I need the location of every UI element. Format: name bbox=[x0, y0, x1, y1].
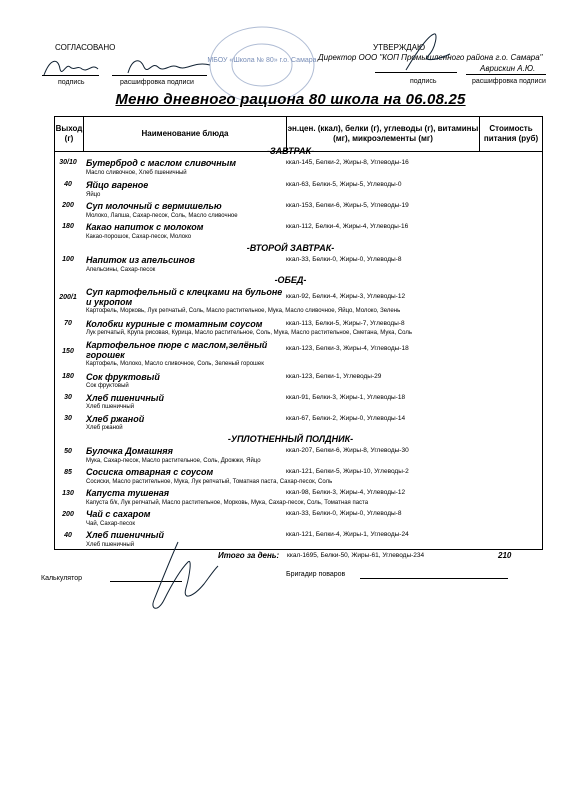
dish-nutrition: ккал-123, Белки-3, Жиры-4, Углеводы-18 bbox=[286, 345, 409, 352]
dish-ingredients: Яйцо bbox=[86, 192, 101, 198]
dish-name: Хлеб ржаной bbox=[86, 414, 145, 424]
director-position: Директор ООО "КОП Промышленного района г.о. Самара" bbox=[318, 53, 543, 62]
dish-name: Бутерброд с маслом сливочным bbox=[86, 158, 236, 168]
row-output: 30 bbox=[64, 394, 72, 401]
dish-nutrition: ккал-123, Белки-1, Углеводы-29 bbox=[286, 373, 382, 380]
left-signature bbox=[40, 55, 220, 83]
stamp-text: МБОУ «Школа № 80» г.о. Самара bbox=[207, 57, 317, 64]
dish-nutrition: ккал-121, Белки-5, Жиры-10, Углеводы-2 bbox=[286, 468, 409, 475]
dish-name: Суп молочный с вермишелью bbox=[86, 201, 222, 211]
dish-ingredients: Какао-порошок, Сахар-песок, Молоко bbox=[86, 234, 192, 240]
dish-nutrition: ккал-207, Белки-6, Жиры-8, Углеводы-30 bbox=[286, 447, 409, 454]
brigadier-label: Бригадир поваров bbox=[286, 571, 346, 578]
dish-name: Хлеб пшеничный bbox=[86, 530, 164, 540]
brigadier-sign-line bbox=[360, 578, 508, 579]
total-nutrition: ккал-1695, Белки-50, Жиры-61, Углеводы-234 bbox=[287, 552, 425, 559]
dish-ingredients: Хлеб пшеничный bbox=[86, 542, 135, 548]
row-output: 200 bbox=[62, 202, 74, 209]
director-signature bbox=[398, 30, 458, 74]
dish-ingredients: Капуста б/к, Лук репчатый, Масло растительное, Морковь, Мука, Сахар-песок, Соль, Томатная паста bbox=[86, 500, 369, 506]
dish-nutrition: ккал-67, Белки-2, Жиры-0, Углеводы-14 bbox=[286, 415, 406, 422]
confirm-label: УТВЕРЖДАЮ bbox=[373, 43, 426, 52]
row-output: 70 bbox=[64, 320, 72, 327]
dish-nutrition: ккал-121, Белки-4, Жиры-1, Углеводы-24 bbox=[286, 531, 409, 538]
dish-name: Чай с сахаром bbox=[86, 509, 151, 519]
dish-name: Какао напиток с молоком bbox=[86, 222, 204, 232]
total-cost: 210 bbox=[498, 551, 512, 560]
dish-nutrition: ккал-145, Белки-2, Жиры-8, Углеводы-16 bbox=[286, 159, 409, 166]
dish-nutrition: ккал-112, Белки-4, Жиры-4, Углеводы-16 bbox=[286, 223, 409, 230]
dish-nutrition: ккал-33, Белки-0, Жиры-0, Углеводы-8 bbox=[286, 510, 402, 517]
dish-nutrition: ккал-98, Белки-3, Жиры-4, Углеводы-12 bbox=[286, 489, 406, 496]
director-name: Аврискин А.Ю. bbox=[480, 64, 536, 73]
dish-name: Суп картофельный с клецками на бульоне и укропом bbox=[86, 287, 283, 307]
section-title-afternoon-snack: -УПЛОТНЕННЫЙ ПОЛДНИК- bbox=[227, 434, 354, 444]
dish-name: Булочка Домашняя bbox=[86, 446, 173, 456]
dish-nutrition: ккал-33, Белки-0, Жиры-0, Углеводы-8 bbox=[286, 256, 402, 263]
dish-name: Яйцо вареное bbox=[86, 180, 149, 190]
section-title-second-breakfast: -ВТОРОЙ ЗАВТРАК- bbox=[246, 243, 335, 253]
row-output: 100 bbox=[62, 256, 74, 263]
dish-ingredients: Хлеб ржаной bbox=[86, 425, 123, 431]
dish-name: Колобки куриные с томатным соусом bbox=[86, 319, 263, 329]
row-output: 200 bbox=[62, 511, 74, 518]
dish-ingredients: Чай, Сахар-песок bbox=[86, 521, 135, 527]
dish-name: Напиток из апельсинов bbox=[86, 255, 195, 265]
left-sub-decoding: расшифровка подписи bbox=[120, 79, 194, 86]
row-output: 40 bbox=[64, 532, 72, 539]
right-sub-signature: подпись bbox=[410, 78, 437, 85]
dish-ingredients: Масло сливочное, Хлеб пшеничный bbox=[86, 170, 187, 176]
row-output: 150 bbox=[62, 348, 74, 355]
row-output: 180 bbox=[62, 373, 74, 380]
dish-ingredients: Лук репчатый, Крупа рисовая, Курица, Масло растительное, Соль, Мука, Масло растительное, Сметана, Мука, Соль bbox=[86, 330, 412, 336]
dish-name: Сок фруктовый bbox=[86, 372, 160, 382]
calculator-signature bbox=[140, 540, 220, 616]
dish-nutrition: ккал-91, Белки-3, Жиры-1, Углеводы-18 bbox=[286, 394, 406, 401]
dish-ingredients: Хлеб пшеничный bbox=[86, 404, 135, 410]
dish-ingredients: Сосиски, Масло растительное, Мука, Лук репчатый, Томатная паста, Сахар-песок, Соль bbox=[86, 479, 333, 485]
row-output: 200/1 bbox=[59, 294, 77, 301]
dish-ingredients: Сок фруктовый bbox=[86, 383, 129, 389]
row-output: 40 bbox=[64, 181, 72, 188]
left-sub-signature: подпись bbox=[58, 79, 85, 86]
section-title-lunch: -ОБЕД- bbox=[274, 275, 307, 285]
approved-label: СОГЛАСОВАНО bbox=[55, 43, 116, 52]
header-nutrition: эн.цен. (ккал), белки (г), углеводы (г), витамины (мг), микроэлементы (мг) bbox=[286, 116, 480, 152]
header-output: Выход (г) bbox=[54, 116, 84, 152]
row-output: 50 bbox=[64, 448, 72, 455]
right-sub-decoding: расшифровка подписи bbox=[472, 78, 546, 85]
dish-nutrition: ккал-113, Белки-5, Жиры-7, Углеводы-8 bbox=[286, 320, 405, 327]
dish-name: Сосиска отварная с соусом bbox=[86, 467, 214, 477]
dish-ingredients: Апельсины, Сахар-песок bbox=[86, 267, 156, 273]
row-output: 85 bbox=[64, 469, 72, 476]
dish-ingredients: Картофель, Молоко, Масло сливочное, Соль, Зеленый горошек bbox=[86, 361, 264, 367]
dish-ingredients: Картофель, Морковь, Лук репчатый, Соль, Масло растительное, Мука, Масло сливочное, Яйцо, Молоко, Зелень bbox=[86, 308, 401, 314]
right-name-line bbox=[466, 74, 546, 75]
dish-name: Капуста тушеная bbox=[86, 488, 170, 498]
dish-ingredients: Мука, Сахар-песок, Масло растительное, Соль, Дрожжи, Яйцо bbox=[86, 458, 261, 464]
calculator-label: Калькулятор bbox=[41, 575, 82, 582]
page-title: Меню дневного рациона 80 школа на 06.08.25 bbox=[115, 91, 466, 108]
dish-name: Картофельное пюре с маслом,зелёный горошек bbox=[86, 340, 268, 360]
total-label: Итого за день: bbox=[218, 551, 280, 560]
dish-nutrition: ккал-153, Белки-6, Жиры-5, Углеводы-19 bbox=[286, 202, 409, 209]
section-title-breakfast: -ЗАВТРАК- bbox=[266, 146, 315, 156]
dish-nutrition: ккал-63, Белки-5, Жиры-5, Углеводы-0 bbox=[286, 181, 402, 188]
header-name: Наименование блюда bbox=[83, 116, 287, 152]
row-output: 30/10 bbox=[59, 159, 77, 166]
dish-nutrition: ккал-92, Белки-4, Жиры-3, Углеводы-12 bbox=[286, 293, 406, 300]
row-output: 130 bbox=[62, 490, 74, 497]
dish-ingredients: Молоко, Лапша, Сахар-песок, Соль, Масло сливочное bbox=[86, 213, 238, 219]
dish-name: Хлеб пшеничный bbox=[86, 393, 164, 403]
row-output: 30 bbox=[64, 415, 72, 422]
header-cost: Стоимость питания (руб) bbox=[479, 116, 543, 152]
row-output: 180 bbox=[62, 223, 74, 230]
